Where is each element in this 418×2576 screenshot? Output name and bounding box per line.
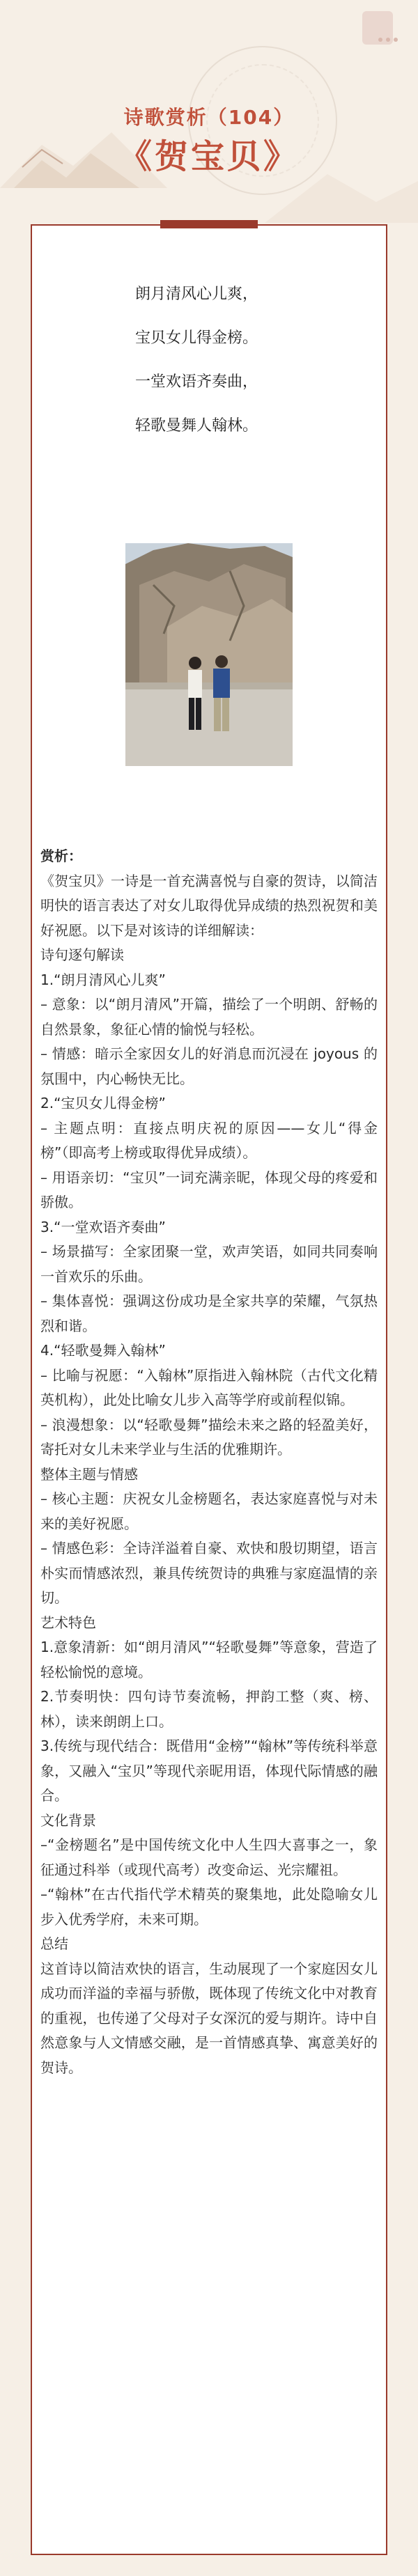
poem	[135, 284, 344, 460]
analysis-paragraph: – 情感色彩：全诗洋溢着自豪、欢快和殷切期望，语言朴实而情感浓烈，兼具传统贺诗的典雅与家庭温情的亲切。	[40, 1540, 378, 1606]
photo	[125, 543, 293, 766]
photo-image	[125, 543, 293, 766]
analysis-paragraph: – 主题点明：直接点明庆祝的原因——女儿“得金榜”（即高考上榜或取得优异成绩）。	[40, 1119, 378, 1161]
section-heading: 诗句逐句解读	[40, 946, 124, 963]
section-heading: 整体主题与情感	[40, 1465, 138, 1483]
section-heading: 文化背景	[40, 1811, 96, 1829]
analysis-paragraph: – 意象：以“朗月清风”开篇，描绘了一个明朗、舒畅的自然景象，象征心情的愉悦与轻松。	[40, 996, 378, 1038]
analysis-paragraph: – 核心主题：庆祝女儿金榜题名，表达家庭喜悦与对未来的美好祝愿。	[40, 1490, 378, 1532]
analysis	[40, 844, 378, 2080]
series-title: 诗歌赏析（104）	[123, 106, 295, 129]
section-heading: 总结	[40, 1935, 68, 1952]
dots-icon	[378, 36, 398, 43]
analysis-paragraph: 1.意象清新：如“朗月清风”“轻歌曼舞”等意象，营造了轻松愉悦的意境。	[40, 1639, 378, 1680]
analysis-paragraph: 2.节奏明快：四句诗节奏流畅，押韵工整（爽、榜、林），读来朗朗上口。	[40, 1688, 378, 1730]
header	[0, 0, 418, 223]
line-heading: 1.“朗月清风心儿爽”	[40, 971, 166, 988]
line-heading: 4.“轻歌曼舞入翰林”	[40, 1342, 166, 1359]
frame-tab	[160, 220, 258, 228]
analysis-paragraph: – 比喻与祝愿：“入翰林”原指进入翰林院（古代文化精英机构），此处比喻女儿步入高等学府或前程似锦。	[40, 1366, 378, 1408]
line-heading: 2.“宝贝女儿得金榜”	[40, 1095, 166, 1111]
analysis-summary: 这首诗以简洁欢快的语言，生动展现了一个家庭因女儿成功而洋溢的幸福与骄傲，既体现了传统文化中对教育的重视，也传递了父母对子女深沉的爱与期许。诗中自然意象与人文情感交融，是一首情感真挚、寓意美好的贺诗。	[40, 1960, 378, 2076]
analysis-paragraph: – 情感：暗示全家因女儿的好消息而沉浸在 joyous 的氛围中，内心畅快无比。	[40, 1045, 378, 1087]
poem-line: 轻歌曼舞人翰林。	[135, 417, 258, 435]
analysis-heading: 赏析：	[40, 848, 82, 864]
analysis-paragraph: – 浪漫想象：以“轻歌曼舞”描绘未来之路的轻盈美好，寄托对女儿未来学业与生活的优雅期许。	[40, 1416, 378, 1458]
analysis-paragraph: – 用语亲切：“宝贝”一词充满亲昵，体现父母的疼爱和骄傲。	[40, 1169, 378, 1210]
analysis-paragraph: –“翰林”在古代指代学术精英的聚集地，此处隐喻女儿步入优秀学府，未来可期。	[40, 1886, 378, 1928]
analysis-paragraph: –“金榜题名”是中国传统文化中人生四大喜事之一，象征通过科举（或现代高考）改变命运、光宗耀祖。	[40, 1836, 378, 1878]
analysis-intro: 《贺宝贝》一诗是一首充满喜悦与自豪的贺诗，以简洁明快的语言表达了对女儿取得优异成绩的热烈祝贺和美好祝愿。以下是对该诗的详细解读：	[40, 872, 378, 939]
analysis-paragraph: – 场景描写：全家团聚一堂，欢声笑语，如同共同奏响一首欢乐的乐曲。	[40, 1243, 378, 1285]
analysis-paragraph: – 集体喜悦：强调这份成功是全家共享的荣耀，气氛热烈和谐。	[40, 1293, 378, 1334]
analysis-paragraph: 3.传统与现代结合：既借用“金榜”“翰林”等传统科举意象，又融入“宝贝”等现代亲昵用语，体现代际情感的融合。	[40, 1738, 378, 1804]
section-heading: 艺术特色	[40, 1614, 96, 1631]
line-heading: 3.“一堂欢语齐奏曲”	[40, 1218, 166, 1235]
poem-line: 宝贝女儿得金榜。	[135, 329, 258, 347]
poem-title: 《贺宝贝》	[118, 137, 300, 176]
poem-line: 朗月清风心儿爽，	[135, 286, 258, 303]
poem-line: 一堂欢语齐奏曲，	[135, 373, 258, 391]
